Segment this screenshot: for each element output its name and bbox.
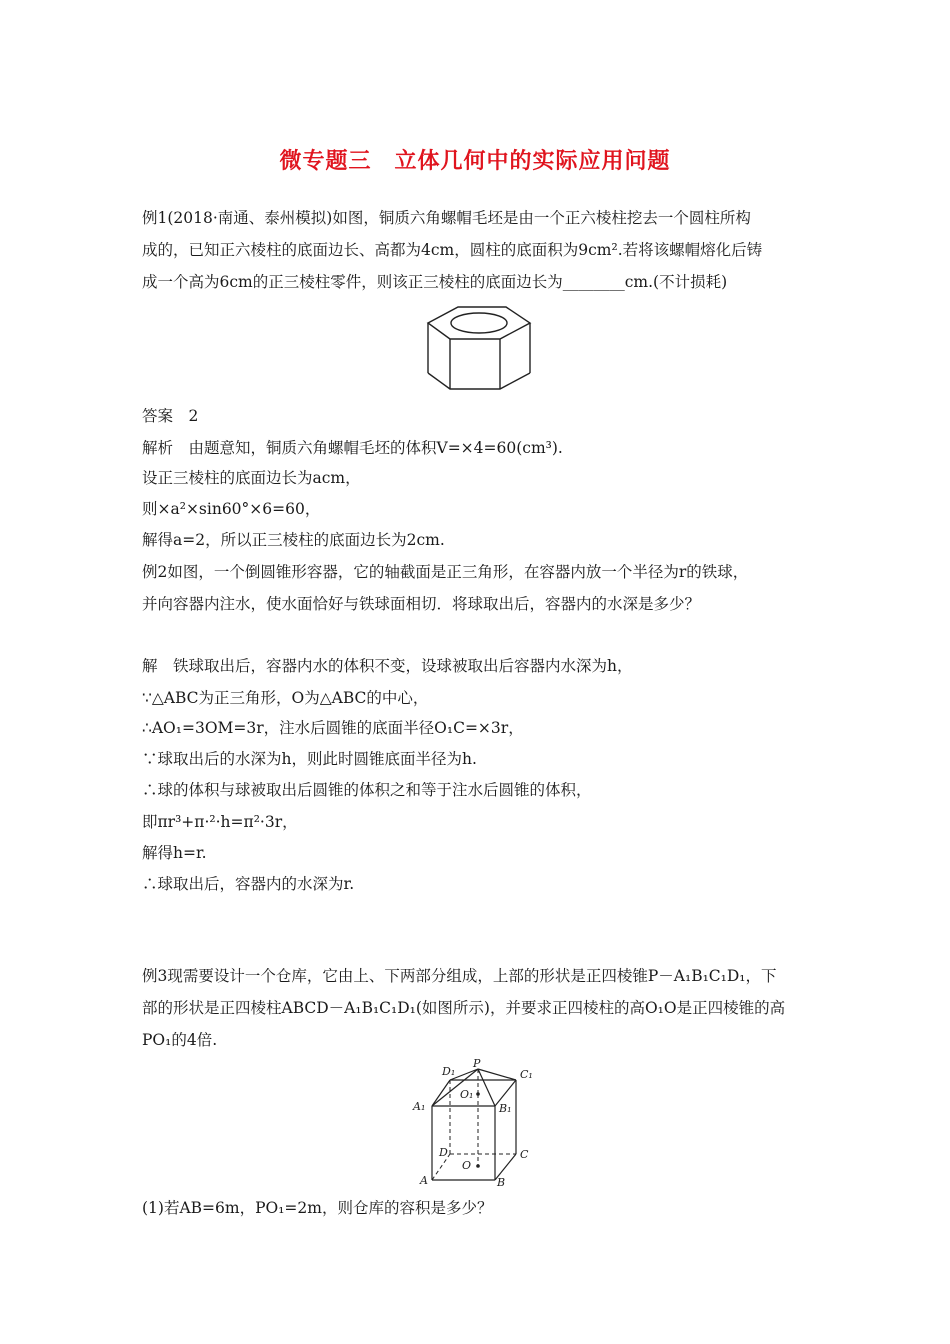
solution-line-6: 即πr³+π·²·h=π²·3r， <box>142 813 298 831</box>
solution-line-3: ∴AO₁=3OM=3r，注水后圆锥的底面半径O₁C=×3r， <box>142 719 524 737</box>
answer-text: 答案 2 <box>142 407 199 425</box>
analysis-line-2: 设正三棱柱的底面边长为acm， <box>142 469 361 487</box>
label-P: P <box>473 1058 481 1070</box>
solution-line-1: 解 铁球取出后，容器内水的体积不变，设球被取出后容器内水深为h， <box>142 657 633 675</box>
example2-line-2: 并向容器内注水，使水面恰好与铁球面相切．将球取出后，容器内的水深是多少？ <box>142 595 701 613</box>
page-title: 微专题三 立体几何中的实际应用问题 <box>279 149 671 174</box>
label-B: B <box>497 1176 506 1189</box>
analysis-line-1: 解析 由题意知，铜质六角螺帽毛坯的体积V=×4=60(cm³). <box>142 439 563 457</box>
label-C: C <box>520 1148 529 1161</box>
solution-line-8: ∴球取出后，容器内的水深为r. <box>142 875 355 893</box>
example3-line-3: PO₁的4倍. <box>142 1031 218 1049</box>
example3-line-2: 部的形状是正四棱柱ABCD－A₁B₁C₁D₁(如图所示)，并要求正四棱柱的高O₁O是正四棱锥的高 <box>142 999 786 1017</box>
solution-line-5: ∴球的体积与球被取出后圆锥的体积之和等于注水后圆锥的体积， <box>142 781 592 799</box>
warehouse-figure <box>410 1058 545 1190</box>
example1-line-2: 成的，已知正六棱柱的底面边长、高都为4cm，圆柱的底面积为9cm².若将该螺帽熔化后铸 <box>142 241 763 259</box>
label-A: A <box>420 1174 428 1187</box>
label-O: O <box>462 1159 472 1172</box>
solution-line-7: 解得h=r. <box>142 844 207 862</box>
label-C1: C₁ <box>520 1068 533 1081</box>
example1-line-1: 例1(2018·南通、泰州模拟)如图，铜质六角螺帽毛坯是由一个正六棱柱挖去一个圆柱所构 <box>142 209 751 227</box>
example1-line-3: 成一个高为6cm的正三棱柱零件，则该正三棱柱的底面边长为________cm.(不计损耗) <box>142 273 728 291</box>
example2-line-1: 例2如图，一个倒圆锥形容器，它的轴截面是正三角形，在容器内放一个半径为r的铁球， <box>142 563 749 581</box>
label-A1: A₁ <box>413 1100 426 1113</box>
label-D1: D₁ <box>442 1065 456 1078</box>
label-D: D <box>439 1146 448 1159</box>
solution-line-4: ∵球取出后的水深为h，则此时圆锥底面半径为h. <box>142 750 477 768</box>
analysis-line-3: 则×a²×sin60°×6=60， <box>142 500 321 518</box>
solution-line-2: ∵△ABC为正三角形，O为△ABC的中心， <box>142 689 429 707</box>
label-B1: B₁ <box>499 1102 512 1115</box>
analysis-line-4: 解得a=2，所以正三棱柱的底面边长为2cm. <box>142 531 445 549</box>
label-O1: O₁ <box>460 1088 474 1101</box>
hex-nut-figure <box>418 303 538 395</box>
example3-line-1: 例3现需要设计一个仓库，它由上、下两部分组成，上部的形状是正四棱锥P－A₁B₁C₁D₁，下 <box>142 967 777 985</box>
example3-question-1: (1)若AB=6m，PO₁=2m，则仓库的容积是多少？ <box>142 1199 493 1217</box>
